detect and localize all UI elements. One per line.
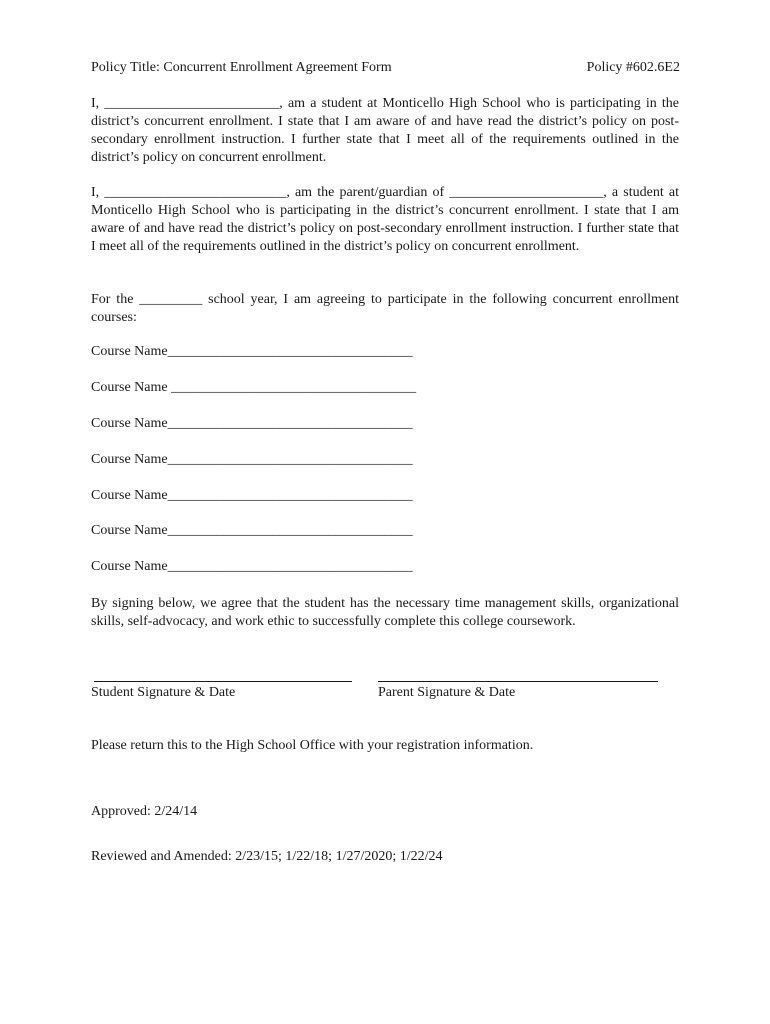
course-name-line-7: Course Name___________________________________ xyxy=(91,559,413,574)
policy-title: Policy Title: Concurrent Enrollment Agreement Form xyxy=(91,60,392,75)
approved-date: Approved: 2/24/14 xyxy=(91,804,198,819)
parent-signature-line xyxy=(378,681,658,682)
course-name-line-1: Course Name___________________________________ xyxy=(91,344,413,359)
policy-number: Policy #602.6E2 xyxy=(586,60,680,75)
course-name-line-5: Course Name___________________________________ xyxy=(91,488,413,503)
course-name-line-2: Course Name ___________________________________ xyxy=(91,380,417,395)
reviewed-dates: Reviewed and Amended: 2/23/15; 1/22/18; 1/27/2020; 1/22/24 xyxy=(91,849,443,864)
parent-signature-label: Parent Signature & Date xyxy=(378,685,516,700)
student-signature-line xyxy=(94,681,352,682)
school-year-statement: For the _________ school year, I am agreeing to participate in the following concurrent enrollment courses: xyxy=(91,292,679,325)
student-statement: I, _________________________, am a student at Monticello High School who is participating in the district’s concurrent enrollment. I state that I am aware of and have read the district’s policy on post-secondary enrollment instruction. I further state that I meet all of the requirements outlined in the district’s policy on concurrent enrollment. xyxy=(91,96,679,165)
return-instructions: Please return this to the High School Office with your registration information. xyxy=(91,738,534,753)
agreement-statement: By signing below, we agree that the student has the necessary time management skills, organizational skills, self-advocacy, and work ethic to successfully complete this college coursework. xyxy=(91,596,679,629)
course-name-line-4: Course Name___________________________________ xyxy=(91,452,413,467)
course-name-line-6: Course Name___________________________________ xyxy=(91,523,413,538)
student-signature-label: Student Signature & Date xyxy=(91,685,236,700)
parent-statement: I, __________________________, am the parent/guardian of ______________________, a student at Monticello High School who is participating in the district’s concurrent enrollment. I state that I am aware of and have read the district’s policy on post-secondary enrollment instruction. I further state that I meet all of the requirements outlined in the district’s policy on concurrent enrollment. xyxy=(91,185,679,254)
course-name-line-3: Course Name___________________________________ xyxy=(91,416,413,431)
